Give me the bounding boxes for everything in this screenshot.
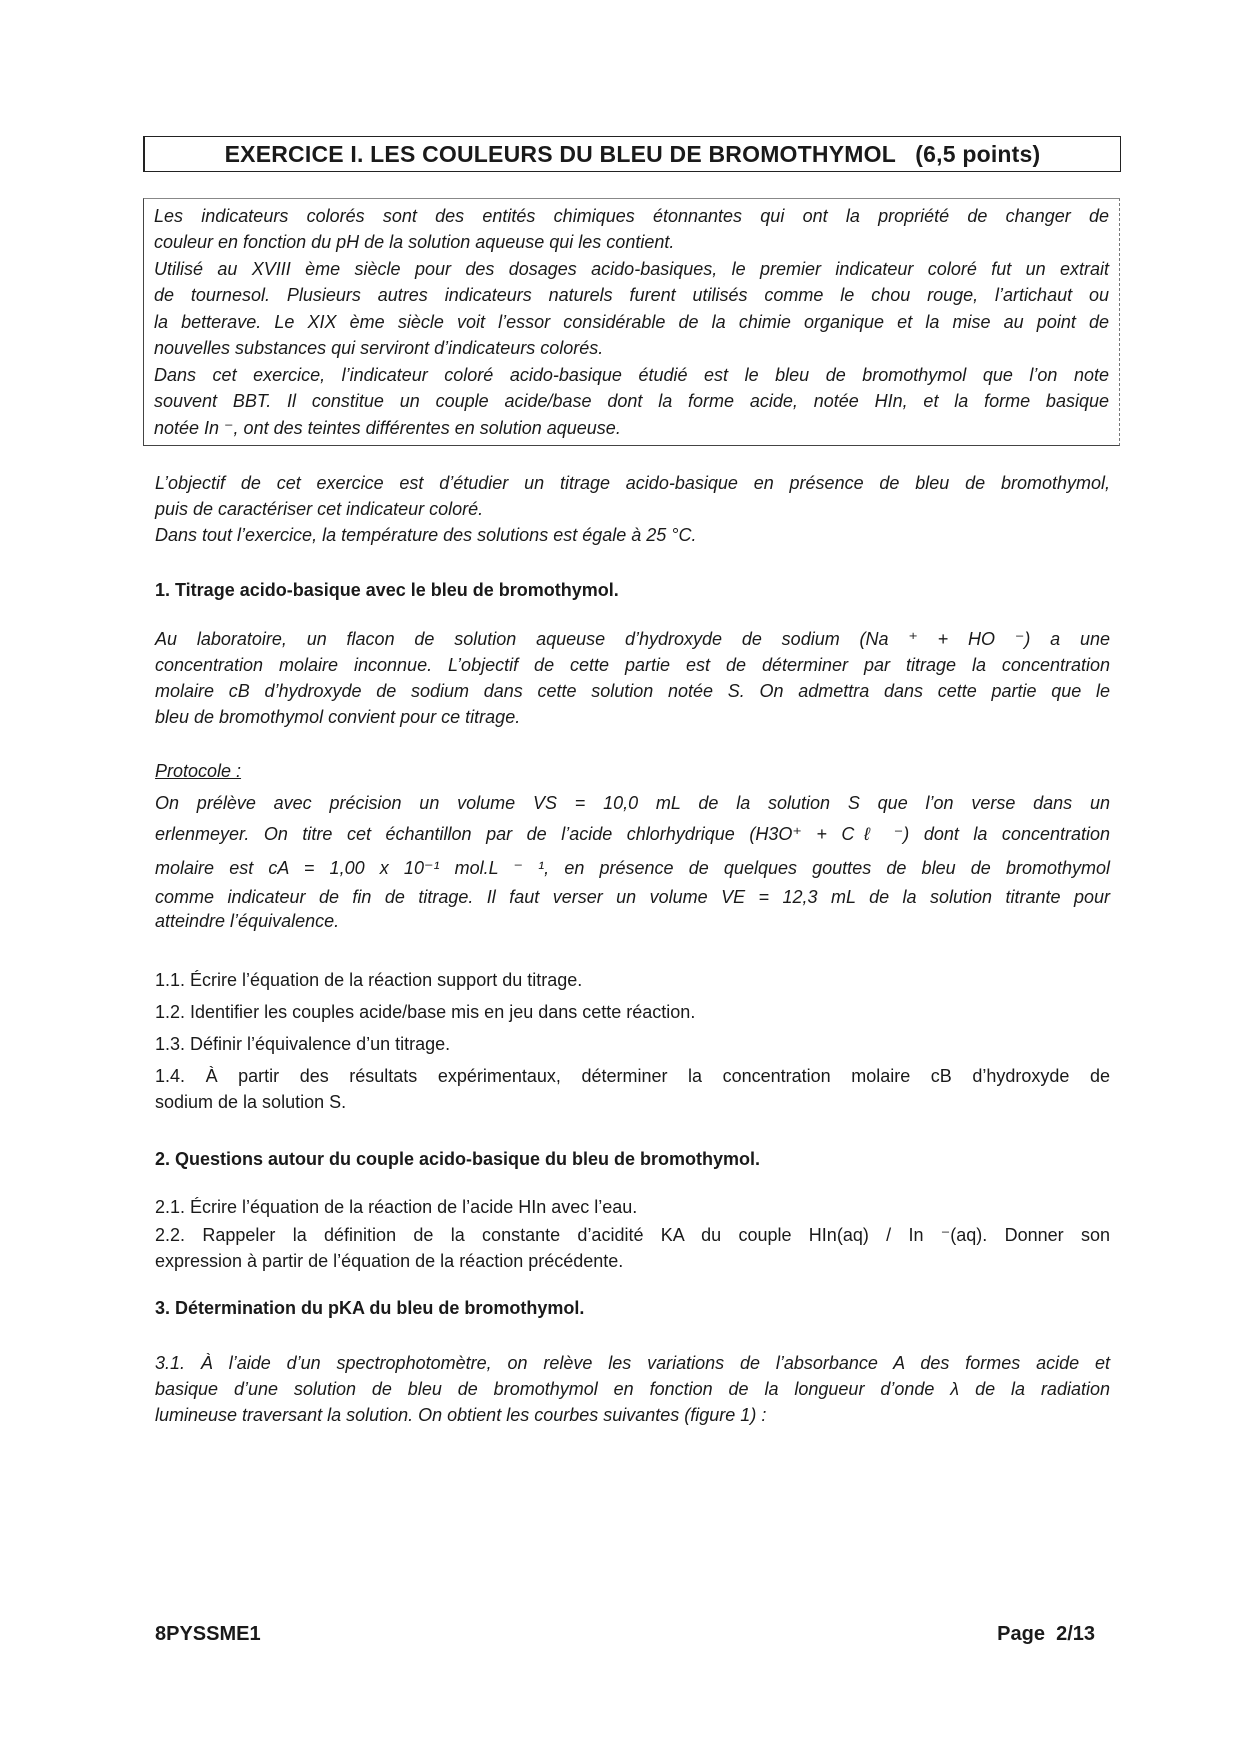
exercise-title: EXERCICE I. LES COULEURS DU BLEU DE BROMOTHYMOL (6,5 points) [224, 141, 1041, 167]
question-line: sodium de la solution S. [155, 1092, 347, 1112]
objective-paragraph [155, 470, 1110, 548]
question-1-3: 1.3. Définir l’équivalence d’un titrage. [155, 1034, 451, 1054]
objective-line: puis de caractériser cet indicateur coloré. [155, 499, 484, 519]
question-line: expression à partir de l’équation de la réaction précédente. [155, 1251, 624, 1271]
protocole-line: atteindre l’équivalence. [155, 911, 340, 931]
protocole-paragraph [155, 789, 1110, 933]
question-line: basique d’une solution de bleu de bromothymol en fonction de la longueur d’onde λ de la radiation [155, 1379, 1110, 1399]
question-2-1: 2.1. Écrire l’équation de la réaction de l’acide HIn avec l’eau. [155, 1197, 638, 1217]
question-3-1 [155, 1350, 1110, 1428]
question-1-2: 1.2. Identifier les couples acide/base mis en jeu dans cette réaction. [155, 1002, 696, 1022]
intro-line: Utilisé au XVIII ème siècle pour des dosages acido-basiques, le premier indicateur coloré fut un extrait [154, 259, 1109, 279]
intro-line: nouvelles substances qui serviront d’indicateurs colorés. [154, 338, 604, 358]
objective-line: L’objectif de cet exercice est d’étudier un titrage acido-basique en présence de bleu de bromothymol, [155, 473, 1110, 493]
question-line: 3.1. À l’aide d’un spectrophotomètre, on relève les variations de l’absorbance A des formes acide et [155, 1353, 1110, 1373]
intro-box [143, 198, 1120, 446]
intro-line: notée In ⁻, ont des teintes différentes en solution aqueuse. [154, 418, 621, 438]
objective-line: Dans tout l’exercice, la température des solutions est égale à 25 °C. [155, 525, 697, 545]
intro-line: de tournesol. Plusieurs autres indicateurs naturels furent utilisés comme le chou rouge, l’artichaut ou [154, 285, 1109, 305]
footer-code: 8PYSSME1 [155, 1623, 261, 1645]
exercise-title-box [143, 136, 1121, 172]
section-2-heading: 2. Questions autour du couple acido-basique du bleu de bromothymol. [155, 1149, 761, 1169]
protocole-line: On prélève avec précision un volume VS = 10,0 mL de la solution S que l’on verse dans un [155, 793, 1110, 813]
section-3-heading: 3. Détermination du pKA du bleu de bromothymol. [155, 1298, 585, 1318]
paragraph-line: bleu de bromothymol convient pour ce titrage. [155, 707, 521, 727]
protocole-line: erlenmeyer. On titre cet échantillon par de l’acide chlorhydrique (H3O⁺ + Cℓ ⁻) dont la concentration [155, 824, 1110, 844]
paragraph-line: concentration molaire inconnue. L’objectif de cette partie est de déterminer par titrage la concentration [155, 655, 1110, 675]
intro-line: souvent BBT. Il constitue un couple acide/base dont la forme acide, notée HIn, et la forme basique [154, 391, 1109, 411]
paragraph-line: Au laboratoire, un flacon de solution aqueuse d’hydroxyde de sodium (Na ⁺ + HO ⁻) a une [155, 629, 1110, 649]
intro-line: Les indicateurs colorés sont des entités chimiques étonnantes qui ont la propriété de changer de [154, 206, 1109, 226]
section-1-heading: 1. Titrage acido-basique avec le bleu de bromothymol. [155, 580, 619, 600]
question-line: 2.2. Rappeler la définition de la constante d’acidité KA du couple HIn(aq) / In ⁻(aq). Donner son [155, 1225, 1110, 1245]
protocole-line: molaire est cA = 1,00 x 10⁻¹ mol.L ⁻ ¹, en présence de quelques gouttes de bleu de bromothymol [155, 858, 1110, 878]
intro-line: Dans cet exercice, l’indicateur coloré acido-basique étudié est le bleu de bromothymol que l’on note [154, 365, 1109, 385]
question-line: lumineuse traversant la solution. On obtient les courbes suivantes (figure 1) : [155, 1405, 767, 1425]
intro-line: couleur en fonction du pH de la solution aqueuse qui les contient. [154, 232, 675, 252]
protocole-line: comme indicateur de fin de titrage. Il faut verser un volume VE = 12,3 mL de la solution titrante pour [155, 887, 1110, 907]
question-line: 1.4. À partir des résultats expérimentaux, déterminer la concentration molaire cB d’hydroxyde de [155, 1066, 1110, 1086]
paragraph-line: molaire cB d’hydroxyde de sodium dans cette solution notée S. On admettra dans cette partie que le [155, 681, 1110, 701]
section-1-paragraph [155, 626, 1110, 730]
question-1-4 [155, 1063, 1110, 1115]
question-2-2 [155, 1222, 1110, 1274]
question-1-1: 1.1. Écrire l’équation de la réaction support du titrage. [155, 970, 583, 990]
intro-line: la betterave. Le XIX ème siècle voit l’essor considérable de la chimie organique et la mise au point de [154, 312, 1109, 332]
protocole-label: Protocole : [155, 761, 242, 781]
footer-page-number: Page 2/13 [997, 1623, 1095, 1645]
